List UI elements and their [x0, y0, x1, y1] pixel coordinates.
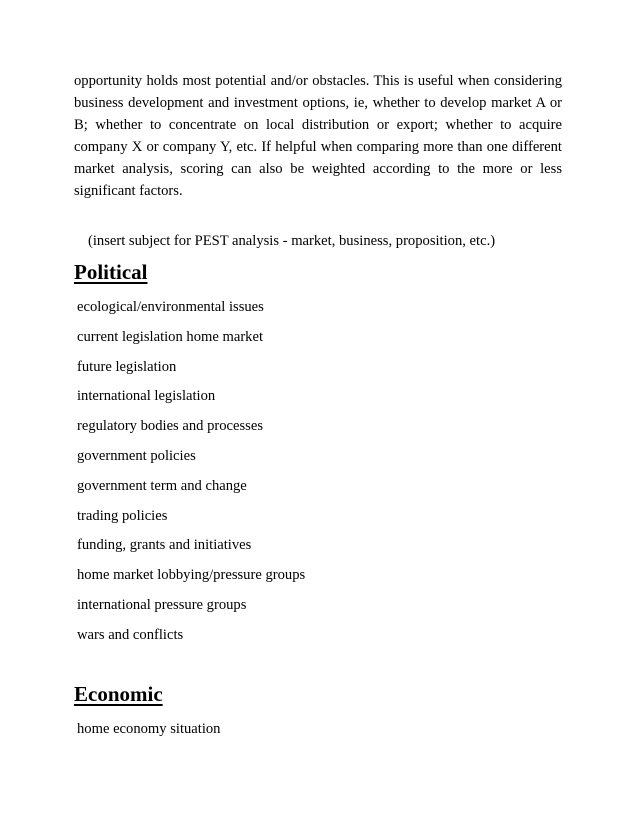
list-item: future legislation [77, 358, 177, 375]
list-item: wars and conflicts [77, 626, 184, 643]
economic-heading: Economic [74, 682, 163, 706]
list-item: regulatory bodies and processes [77, 418, 264, 435]
list-item: ecological/environmental issues [77, 299, 264, 315]
pest-subject-line: (insert subject for PEST analysis - market, business, proposition, etc.) [88, 233, 496, 249]
list-item: funding, grants and initiatives [77, 537, 252, 554]
list-item: international pressure groups [77, 596, 247, 613]
list-item: home economy situation [77, 721, 221, 737]
list-item: government policies [77, 447, 196, 464]
list-item: current legislation home market [77, 328, 264, 345]
political-heading: Political [74, 260, 148, 284]
economic-factor-list [77, 719, 220, 749]
list-item: home market lobbying/pressure groups [77, 567, 306, 584]
list-item: trading policies [77, 507, 168, 524]
intro-paragraph: opportunity holds most potential and/or obstacles. This is useful when considering business development and investment options, ie, whether to develop market A or B; whether to concentrate on local distribution or export; whether to acquire company X or company Y, etc. If helpful when comparing more than one different market analysis, scoring can also be weighted according to the more or less significant factors. [74, 73, 562, 199]
political-factor-list [77, 297, 305, 655]
list-item: international legislation [77, 388, 216, 405]
list-item: government term and change [77, 477, 247, 494]
